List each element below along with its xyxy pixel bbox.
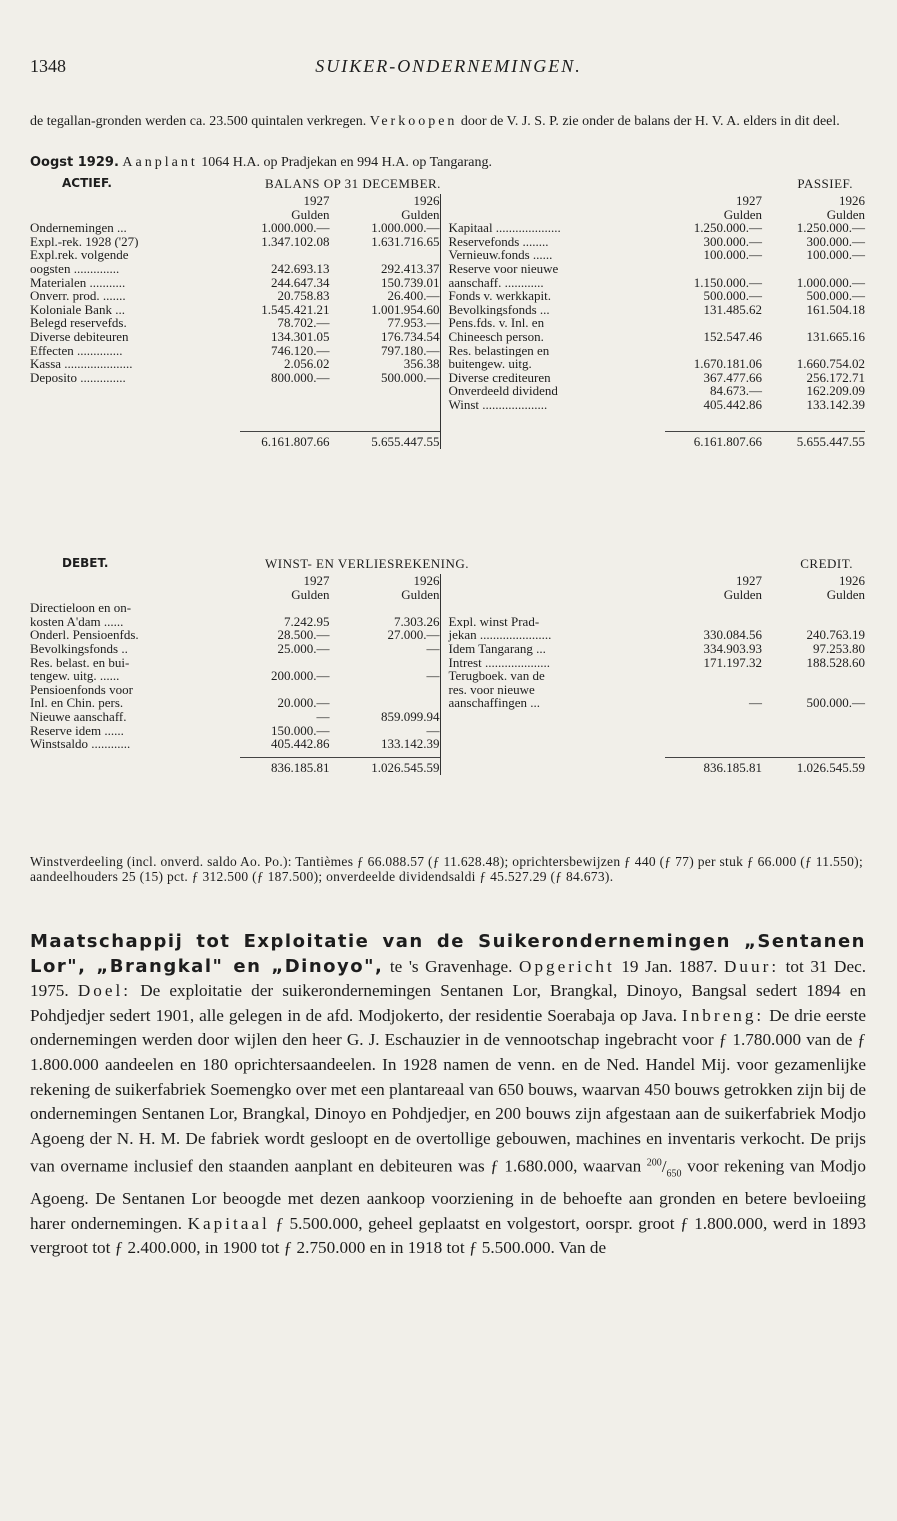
credit-row xyxy=(441,642,865,656)
row-label xyxy=(30,398,242,412)
value-1927: 367.477.66 xyxy=(703,369,762,385)
value-1926 xyxy=(762,344,865,358)
row-label: Fonds v. werkkapit. xyxy=(448,289,551,303)
credit-row xyxy=(441,656,865,670)
pl-right-title: CREDIT. xyxy=(800,556,853,571)
row-label xyxy=(30,412,242,426)
row-label: Idem Tangarang ... xyxy=(448,641,546,656)
duur-label: Duur: xyxy=(724,956,780,976)
balance-assets xyxy=(30,194,440,449)
liability-row xyxy=(441,412,865,426)
balance-year-header xyxy=(441,194,865,208)
value-1926: 188.528.60 xyxy=(806,654,865,670)
value-1926: — xyxy=(426,722,440,738)
liability-row xyxy=(441,248,865,262)
year-1926: 1926 xyxy=(413,193,440,208)
row-label: Onverr. prod. ....... xyxy=(30,289,126,303)
value-1927: 1.670.181.06 xyxy=(693,356,762,372)
value-1926: 1.660.754.02 xyxy=(796,356,865,372)
value-1926: 1.250.000.— xyxy=(796,220,865,236)
value-1926: 797.180.— xyxy=(381,342,440,358)
row-label: aanschaff. ............ xyxy=(448,275,544,290)
asset-row xyxy=(30,344,440,358)
liabilities-total-1926: 5.655.447.55 xyxy=(796,434,865,450)
asset-row xyxy=(30,289,440,303)
intro-text-2: door de V. J. S. P. zie onder de balans der H. V. A. elders in dit deel. xyxy=(460,114,840,129)
value-1927 xyxy=(664,710,762,724)
row-label xyxy=(441,412,664,426)
credit-total-1927: 836.185.81 xyxy=(703,759,762,775)
value-1926: 859.099.94 xyxy=(381,708,440,724)
unit-gulden: Gulden xyxy=(723,586,762,602)
asset-row xyxy=(30,357,440,371)
value-1926: 150.739.01 xyxy=(381,274,440,290)
value-1926 xyxy=(762,412,865,426)
asset-row xyxy=(30,303,440,317)
unit-gulden: Gulden xyxy=(401,206,440,222)
value-1926 xyxy=(762,724,865,738)
row-label: Effecten .............. xyxy=(30,343,123,358)
balance-sheet xyxy=(30,176,865,449)
row-label: Nieuwe aanschaff. xyxy=(30,709,127,724)
value-1926 xyxy=(330,601,440,615)
pl-title-row xyxy=(30,556,865,574)
row-label: Inl. en Chin. pers. xyxy=(30,696,124,710)
row-label: Expl. winst Prad- xyxy=(448,614,540,629)
value-1927: 152.547.46 xyxy=(703,328,762,344)
year-1926: 1926 xyxy=(839,193,865,208)
profit-distribution: Winstverdeeling (incl. onverd. saldo Ao. Po.): Tantièmes ƒ 66.088.57 (ƒ 11.628.48); oprichtersbewijzen ƒ 440 (ƒ 77) per stuk ƒ 66.000 (ƒ 11.550); aandeelhouders 25 (15) pct. ƒ 312.500 (ƒ 187.500); onverdeelde dividendsaldi ƒ 45.527.29 (ƒ 84.673). xyxy=(30,854,863,884)
year-1927: 1927 xyxy=(736,193,762,208)
value-1927 xyxy=(664,615,762,629)
row-label: Res. belast. en bui- xyxy=(30,655,130,670)
value-1927: 405.442.86 xyxy=(271,736,330,752)
row-label xyxy=(441,724,664,738)
row-label: Kassa ..................... xyxy=(30,357,133,371)
row-label: Terugboek. van de xyxy=(448,669,545,683)
opgericht-label: Opgericht xyxy=(519,956,615,976)
credit-row xyxy=(441,724,865,738)
fraction-denominator: 650 xyxy=(666,1168,682,1180)
asset-row xyxy=(30,398,440,412)
value-1927 xyxy=(664,344,762,358)
value-1927: 300.000.— xyxy=(703,233,762,249)
value-1927: 150.000.— xyxy=(271,722,330,738)
doel-label: Doel: xyxy=(77,981,132,1001)
inbreng-text: De drie eerste ondernemingen werden door wijlen den heer G. J. Eschauzier in de vennootschap ingebracht voor ƒ 1.780.000 van de ƒ 1.800.000 aandeelen en 180 oprichtersaandeelen. In 1928 namen de venn. en de Ned. Handel Mij. voor gezamenlijke rekening de suikerfabriek Soemengko over met een plantareaal van 650 bouws, waarvan 450 bouws getrokken zijn bij de ondernemingen Sentanen Lor, Brangkal, Dinoyo en Pohdjedjer, en 200 bouws zijn afgestaan aan de suikerfabriek Modjo Agoeng der N. H. M. De fabriek wordt gesloopt en de overtollige gebouwen, machines en inventaris verkocht. De prijs van overname inclusief den staanden aanplant en debiteuren was ƒ 1.680.000, waarvan xyxy=(30,1005,866,1177)
assets-total-1926: 5.655.447.55 xyxy=(371,434,440,450)
value-1927 xyxy=(664,262,762,276)
row-label: oogsten .............. xyxy=(30,261,120,276)
debit-row xyxy=(30,710,440,724)
liability-row xyxy=(441,357,865,371)
row-label: res. voor nieuwe xyxy=(448,682,535,697)
value-1927: 78.702.— xyxy=(277,315,330,331)
value-1926: 97.253.80 xyxy=(813,640,865,656)
total-rule xyxy=(441,425,865,435)
value-1926 xyxy=(330,398,440,412)
credit-row xyxy=(441,615,865,629)
debit-row xyxy=(30,615,440,629)
value-1926 xyxy=(330,248,440,262)
value-1926 xyxy=(330,683,440,697)
debit-row xyxy=(30,724,440,738)
value-1926 xyxy=(330,696,440,710)
value-1926: 27.000.— xyxy=(387,627,440,643)
row-label xyxy=(30,384,242,398)
debit-row xyxy=(30,683,440,697)
balance-year-header xyxy=(30,194,440,208)
credit-row xyxy=(441,737,865,751)
value-1927 xyxy=(242,248,330,262)
liabilities-total-1927: 6.161.807.66 xyxy=(693,434,762,450)
running-title: SUIKER-ONDERNEMINGEN. xyxy=(315,56,582,76)
asset-row xyxy=(30,221,440,235)
value-1926: 1.000.000.— xyxy=(796,274,865,290)
unit-gulden: Gulden xyxy=(401,586,440,602)
debit-row xyxy=(30,737,440,751)
credit-total-1926: 1.026.545.59 xyxy=(796,759,865,775)
liability-row xyxy=(441,276,865,290)
value-1927: 1.347.102.08 xyxy=(261,233,330,249)
value-1926 xyxy=(330,412,440,426)
value-1926 xyxy=(762,683,865,697)
value-1926: 133.142.39 xyxy=(806,396,865,412)
value-1926 xyxy=(762,669,865,683)
row-label: Kapitaal .................... xyxy=(448,221,561,235)
value-1927 xyxy=(242,398,330,412)
row-label xyxy=(441,601,664,615)
debit-total-1927: 836.185.81 xyxy=(271,759,330,775)
liability-row xyxy=(441,384,865,398)
intro-paragraph xyxy=(30,114,870,129)
value-1927 xyxy=(242,683,330,697)
value-1927 xyxy=(664,412,762,426)
liability-row xyxy=(441,235,865,249)
value-1927: 171.197.32 xyxy=(703,654,762,670)
value-1926 xyxy=(762,601,865,615)
value-1926: 131.665.16 xyxy=(806,328,865,344)
row-label: Bevolkingsfonds ... xyxy=(448,302,550,317)
value-1927: 20.000.— xyxy=(277,695,330,711)
value-1927 xyxy=(664,316,762,330)
value-1926: 256.172.71 xyxy=(806,369,865,385)
row-label: kosten A'dam ...... xyxy=(30,614,124,629)
value-1927: 20.758.83 xyxy=(277,288,330,304)
value-1927: 134.301.05 xyxy=(271,328,330,344)
credit-row xyxy=(441,710,865,724)
row-label: Vernieuw.fonds ...... xyxy=(448,248,553,262)
balance-liabilities xyxy=(440,194,865,449)
total-rule xyxy=(30,425,440,435)
unit-gulden: Gulden xyxy=(291,586,330,602)
value-1927 xyxy=(664,601,762,615)
pl-credit xyxy=(440,574,865,775)
pl-left-title: DEBET. xyxy=(62,556,109,570)
credit-row xyxy=(441,601,865,615)
row-label: Diverse debiteuren xyxy=(30,329,129,344)
value-1926 xyxy=(762,737,865,751)
value-1926: 356.38 xyxy=(403,356,440,372)
row-label xyxy=(441,710,664,724)
total-rule xyxy=(30,751,440,761)
pl-unit-header xyxy=(441,588,865,602)
row-label: Directieloon en on- xyxy=(30,601,132,615)
fraction-numerator: 200 xyxy=(646,1157,662,1169)
credit-row xyxy=(441,628,865,642)
row-label: Materialen ........... xyxy=(30,275,126,290)
credit-row xyxy=(441,683,865,697)
duur-value: tot 31 Dec. 1975. xyxy=(30,956,867,1001)
value-1926: 7.303.26 xyxy=(394,613,440,629)
value-1926: 240.763.19 xyxy=(806,627,865,643)
value-1927: 1.000.000.— xyxy=(261,220,330,236)
crop-text: 1064 H.A. op Pradjekan en 994 H.A. op Tangarang. xyxy=(201,155,492,170)
asset-row xyxy=(30,276,440,290)
debit-total-1926: 1.026.545.59 xyxy=(371,759,440,775)
fraction: $^{200}/_{650}$ xyxy=(646,1157,682,1180)
asset-row xyxy=(30,262,440,276)
crop-label: Oogst 1929. xyxy=(30,155,119,170)
value-1927 xyxy=(664,669,762,683)
row-label: Winstsaldo ............ xyxy=(30,737,131,751)
value-1927: 7.242.95 xyxy=(284,613,330,629)
pl-debit xyxy=(30,574,440,775)
liability-row xyxy=(441,316,865,330)
value-1926 xyxy=(762,316,865,330)
row-label: Deposito .............. xyxy=(30,370,126,385)
row-label: jekan ...................... xyxy=(448,628,552,642)
kapitaal-label: Kapitaal xyxy=(187,1213,270,1233)
value-1927: 334.903.93 xyxy=(703,640,762,656)
inbreng-text-2: voor rekening van Modjo Agoeng. De Sentanen Lor beoogde met dezen aankoop voorziening in de behoefte aan gronden en betere bevloeiing harer ondernemingen. xyxy=(30,1157,867,1233)
year-1926: 1926 xyxy=(839,573,865,588)
balance-left-title: ACTIEF. xyxy=(62,176,112,190)
liability-row xyxy=(441,262,865,276)
value-1927: 2.056.02 xyxy=(284,356,330,372)
value-1926: 292.413.37 xyxy=(381,260,440,276)
debit-total-row xyxy=(30,761,440,775)
pl-center-title: WINST- EN VERLIESREKENING. xyxy=(265,556,470,571)
pl-year-header xyxy=(441,574,865,588)
value-1926: 1.000.000.— xyxy=(371,220,440,236)
company-name: Maatschappij tot Exploitatie van de Suikerondernemingen „Sentanen Lor", „Brangkal" en „Dinoyo", xyxy=(30,931,866,977)
value-1927: 28.500.— xyxy=(277,627,330,643)
asset-row xyxy=(30,330,440,344)
row-label: Chineesch person. xyxy=(448,329,544,344)
row-label: buitengew. uitg. xyxy=(448,357,532,371)
value-1927: 1.150.000.— xyxy=(693,274,762,290)
liabilities-total-row xyxy=(441,435,865,449)
debit-row xyxy=(30,628,440,642)
asset-row xyxy=(30,235,440,249)
row-label: aanschaffingen ... xyxy=(448,696,540,710)
value-1926: 500.000.— xyxy=(806,695,865,711)
assets-total-row xyxy=(30,435,440,449)
value-1926 xyxy=(762,262,865,276)
asset-row xyxy=(30,384,440,398)
liability-row xyxy=(441,303,865,317)
assets-total-1927: 6.161.807.66 xyxy=(261,434,330,450)
value-1927: 800.000.— xyxy=(271,369,330,385)
row-label: Onverdeeld dividend xyxy=(448,384,558,398)
unit-gulden: Gulden xyxy=(723,206,762,222)
row-label: Expl.-rek. 1928 ('27) xyxy=(30,234,139,249)
asset-row xyxy=(30,248,440,262)
value-1926 xyxy=(330,384,440,398)
row-label: Reservefonds ........ xyxy=(448,234,549,249)
unit-gulden: Gulden xyxy=(826,586,865,602)
year-1927: 1927 xyxy=(303,193,330,208)
value-1926: 133.142.39 xyxy=(381,736,440,752)
page-header xyxy=(30,56,867,82)
value-1926: 500.000.— xyxy=(806,288,865,304)
kapitaal-text: ƒ 5.500.000, geheel geplaatst en volgestort, oorspr. groot ƒ 1.800.000, werd in 1893 vergroot tot ƒ 2.400.000, in 1900 tot ƒ 2.750.000 en in 1918 tot ƒ 5.500.000. Van de xyxy=(30,1213,866,1258)
value-1927 xyxy=(664,724,762,738)
unit-gulden: Gulden xyxy=(291,206,330,222)
intro-spaced-word: Verkoopen xyxy=(369,114,458,129)
row-label: Koloniale Bank ... xyxy=(30,302,125,317)
debit-row xyxy=(30,669,440,683)
value-1927: 242.693.13 xyxy=(271,260,330,276)
value-1927: 84.673.— xyxy=(710,383,762,399)
debit-row xyxy=(30,656,440,670)
unit-gulden: Gulden xyxy=(826,206,865,222)
pl-year-header xyxy=(30,574,440,588)
row-label: Bevolkingsfonds .. xyxy=(30,641,128,656)
value-1926: 162.209.09 xyxy=(806,383,865,399)
row-label xyxy=(441,737,664,751)
asset-row xyxy=(30,316,440,330)
value-1927: 746.120.— xyxy=(271,342,330,358)
doel-text: De exploitatie der suikerondernemingen Sentanen Lor, Brangkal, Dinoyo, Bangsal sedert 1894 en Pohdjedjer sedert 1901, alle gelegen in de afd. Modjokerto, der residentie Soerabaja op Java. xyxy=(30,981,867,1025)
balance-unit-header xyxy=(441,208,865,222)
balance-title-row xyxy=(30,176,865,194)
row-label: Ondernemingen ... xyxy=(30,221,127,235)
asset-row xyxy=(30,412,440,426)
inbreng-label: Inbreng: xyxy=(681,1005,765,1025)
row-label: Reserve idem ...... xyxy=(30,723,124,738)
value-1926: 176.734.54 xyxy=(381,328,440,344)
year-1927: 1927 xyxy=(303,573,330,588)
row-label: Onderl. Pensioenfds. xyxy=(30,628,139,642)
page-number: 1348 xyxy=(30,56,66,76)
value-1927 xyxy=(664,737,762,751)
balance-center-title: BALANS OP 31 DECEMBER. xyxy=(265,176,441,191)
crop-line xyxy=(30,155,870,171)
year-1926: 1926 xyxy=(413,573,440,588)
credit-row xyxy=(441,669,865,683)
value-1927: 244.647.34 xyxy=(271,274,330,290)
row-label: Pensioenfonds voor xyxy=(30,682,133,697)
liability-row xyxy=(441,371,865,385)
value-1926: 100.000.— xyxy=(806,247,865,263)
value-1926: — xyxy=(426,668,440,684)
liability-row xyxy=(441,289,865,303)
balance-right-title: PASSIEF. xyxy=(797,176,853,191)
value-1927: 100.000.— xyxy=(703,247,762,263)
value-1926 xyxy=(762,615,865,629)
credit-row xyxy=(441,696,865,710)
value-1927 xyxy=(242,412,330,426)
row-label: tengew. uitg. ...... xyxy=(30,669,120,683)
value-1926 xyxy=(330,656,440,670)
row-label: Res. belastingen en xyxy=(448,343,550,358)
liability-row xyxy=(441,330,865,344)
row-label: Intrest .................... xyxy=(448,655,550,670)
intro-text-1: de tegallan-gronden werden ca. 23.500 quintalen verkregen. xyxy=(30,114,367,129)
company-entry xyxy=(30,930,866,1261)
value-1926 xyxy=(762,710,865,724)
row-label: Winst .................... xyxy=(448,397,548,412)
value-1926: 500.000.— xyxy=(381,369,440,385)
value-1927 xyxy=(242,656,330,670)
liability-row xyxy=(441,398,865,412)
debit-row xyxy=(30,642,440,656)
credit-total-row xyxy=(441,761,865,775)
value-1927 xyxy=(664,683,762,697)
debit-row xyxy=(30,696,440,710)
value-1927: 500.000.— xyxy=(703,288,762,304)
value-1927: 1.545.421.21 xyxy=(261,301,330,317)
value-1926: 77.953.— xyxy=(387,315,440,331)
value-1927: 330.084.56 xyxy=(703,627,762,643)
value-1927: — xyxy=(316,708,330,724)
value-1926: 300.000.— xyxy=(806,233,865,249)
row-label: Reserve voor nieuwe xyxy=(448,261,559,276)
value-1927 xyxy=(242,384,330,398)
value-1927: 200.000.— xyxy=(271,668,330,684)
year-1927: 1927 xyxy=(736,573,762,588)
value-1927: 1.250.000.— xyxy=(693,220,762,236)
value-1927: 405.442.86 xyxy=(703,396,762,412)
row-label: Diverse crediteuren xyxy=(448,370,551,385)
value-1926: — xyxy=(426,640,440,656)
value-1927 xyxy=(242,601,330,615)
asset-row xyxy=(30,371,440,385)
debit-row xyxy=(30,601,440,615)
value-1927: 25.000.— xyxy=(277,640,330,656)
liability-row xyxy=(441,221,865,235)
balance-unit-header xyxy=(30,208,440,222)
value-1927: — xyxy=(749,695,762,711)
profit-loss-account xyxy=(30,556,865,775)
liability-row xyxy=(441,344,865,358)
opgericht-value: 19 Jan. 1887. xyxy=(621,956,718,976)
value-1927: 131.485.62 xyxy=(703,301,762,317)
total-rule xyxy=(441,751,865,761)
row-label: Belegd reservefds. xyxy=(30,316,127,330)
pl-unit-header xyxy=(30,588,440,602)
value-1926: 1.631.716.65 xyxy=(371,233,440,249)
row-label: Expl.rek. volgende xyxy=(30,248,129,262)
row-label: Pens.fds. v. Inl. en xyxy=(448,316,545,330)
value-1926: 1.001.954.60 xyxy=(371,301,440,317)
crop-spaced-word: Aanplant xyxy=(122,155,198,170)
value-1926: 26.400.— xyxy=(387,288,440,304)
company-seat: te 's Gravenhage. xyxy=(389,956,513,976)
value-1926: 161.504.18 xyxy=(806,301,865,317)
